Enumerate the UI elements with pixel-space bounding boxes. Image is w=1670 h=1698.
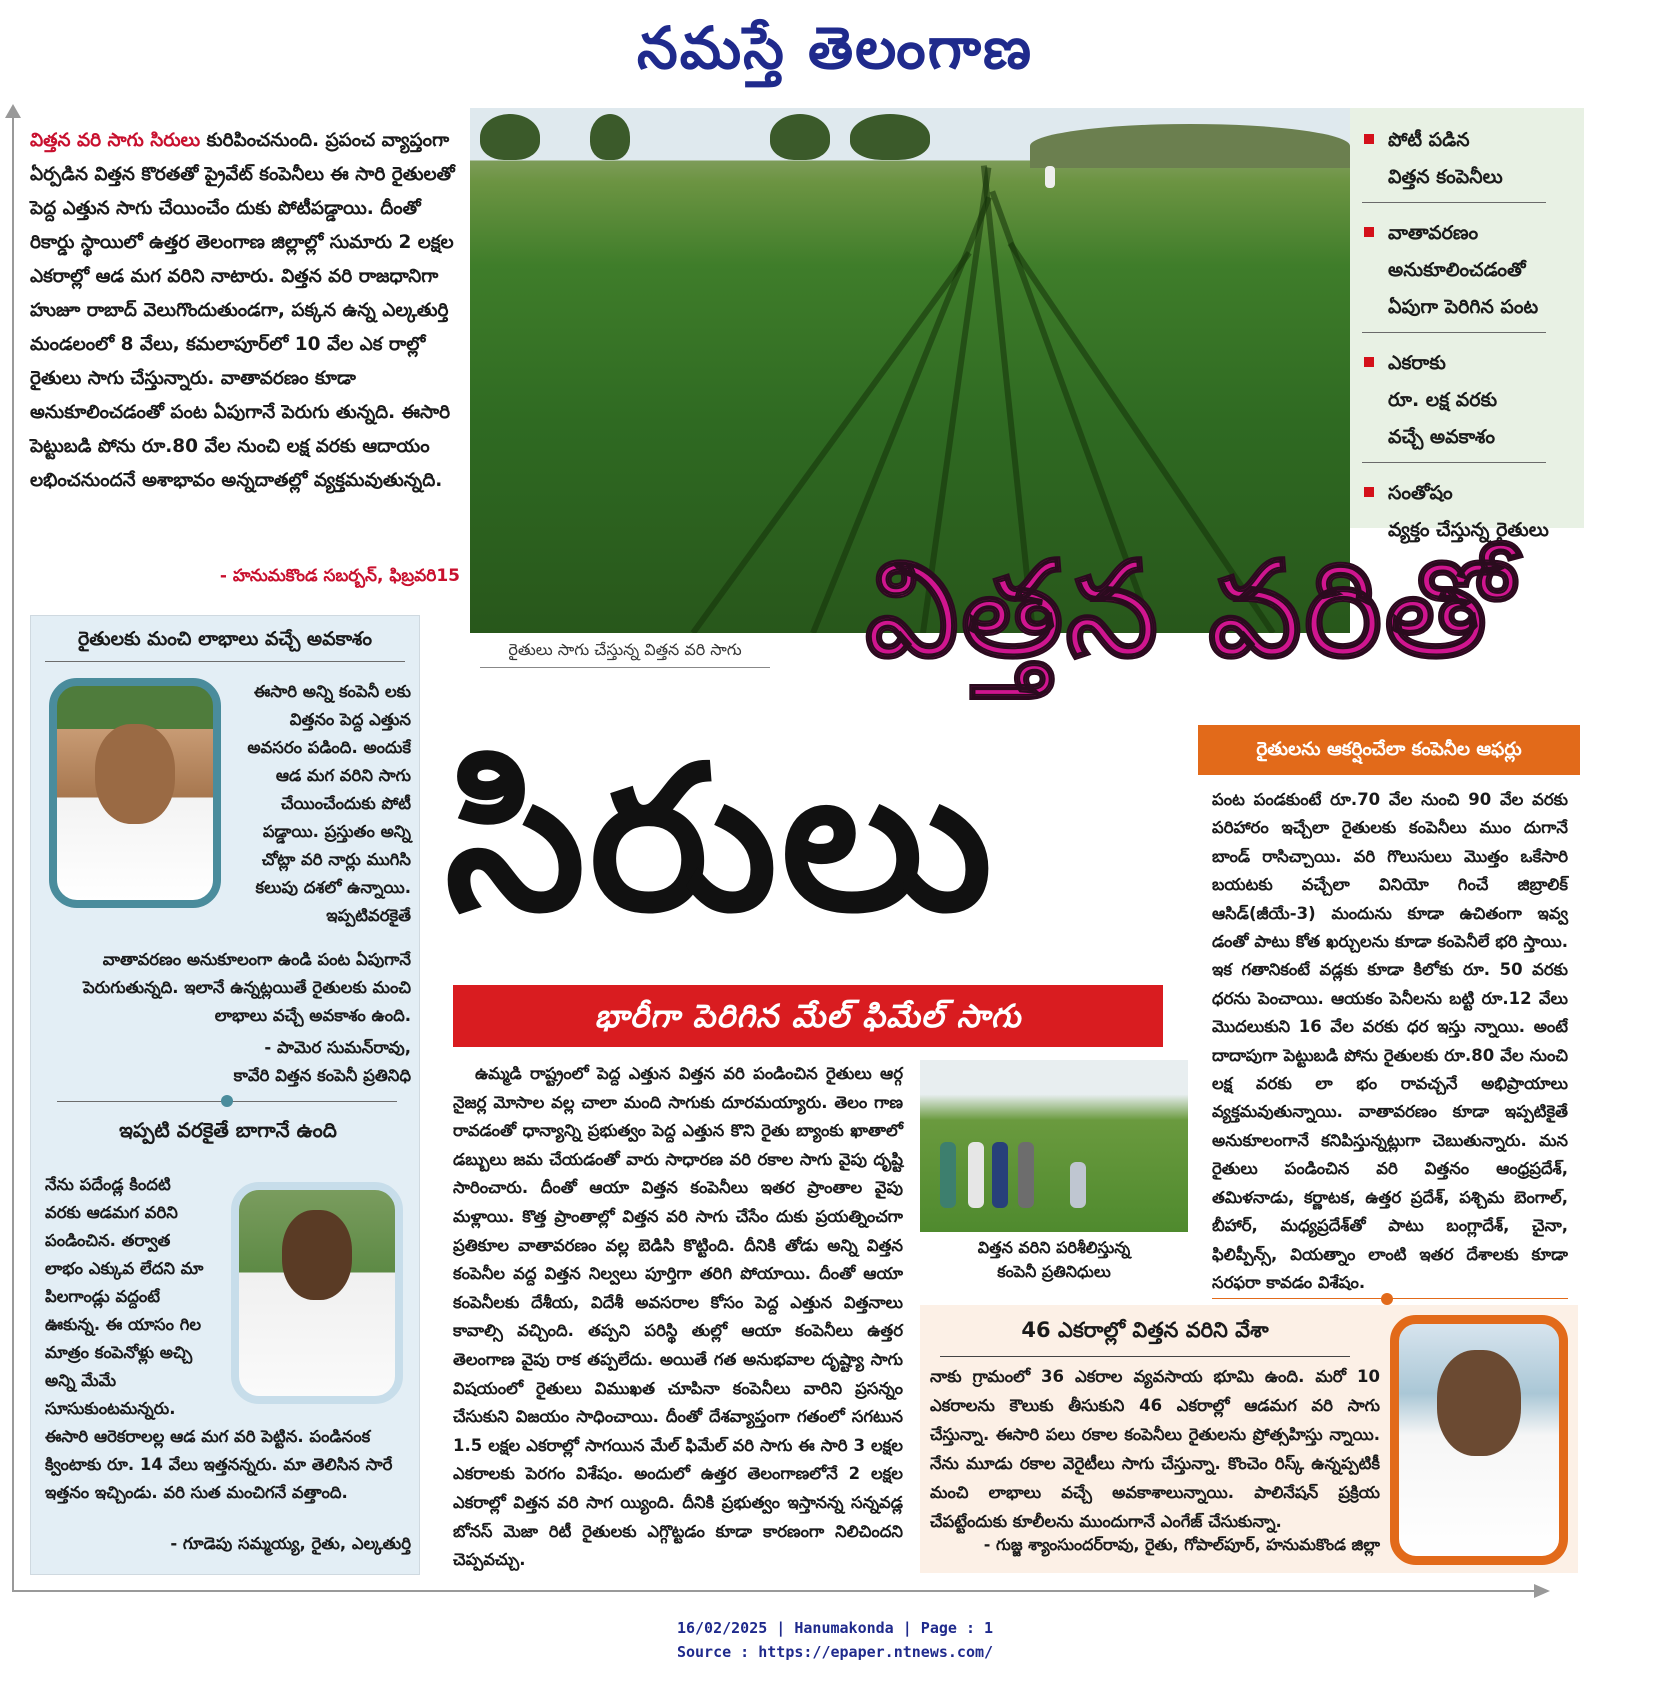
newspaper-logo: నమస్తే తెలంగాణ	[637, 14, 1033, 82]
highlight-item: ఎకరాకు రూ. లక్ష వరకు వచ్చే అవకాశం	[1362, 345, 1546, 463]
intro-paragraph	[30, 124, 460, 498]
headline-line-2: సిరులు	[445, 723, 997, 956]
avatar-suman-rao	[49, 678, 221, 908]
highlight-item: పోటీ పడిన విత్తన కంపెనీలు	[1362, 122, 1546, 203]
axis-arrow-right	[1534, 1584, 1550, 1598]
person-figure	[968, 1142, 984, 1208]
offers-title: రైతులను ఆకర్షించేలా కంపెనీల ఆఫర్లు	[1198, 725, 1580, 775]
quote2-text: నేను పదేండ్ల కిందటి వరకు ఆడమగ వరిని పండించిన. తర్వాత లాభం ఎక్కువ లేదని మా పిలగాండ్లు వద్దంటే ఊకున్న. ఈ యాసం గిల మాత్రం కంపెనోళ్లు అచ్చి అన్ని మేమే సూసుకుంటమన్నరు.	[45, 1175, 204, 1418]
inspection-photo	[920, 1060, 1188, 1232]
farmer-figure	[1045, 166, 1055, 188]
face-shape	[282, 1210, 352, 1300]
quote2-signature: - గూడెపు సమ్మయ్య, రైతు, ఎల్కతుర్తి	[170, 1534, 411, 1553]
left-border-rule	[12, 112, 14, 1592]
person-figure	[992, 1142, 1008, 1208]
bottom-border-rule	[12, 1590, 1542, 1592]
quote2-title: ఇప్పటి వరకైతే బాగానే ఉంది	[119, 1118, 337, 1142]
tree-shape	[480, 114, 540, 160]
offers-body: పంట పండకుంటే రూ.70 వేల నుంచి 90 వేల వరకు పరిహారం ఇచ్చేలా రైతులకు కంపెనీలు ముం దుగానే బాండ్ రాసిచ్చాయి. వరి గొలుసులు మొత్తం ఒకేసారి బయటకు వచ్చేలా వినియో గించే జిబ్రాలిక్ ఆసిడ్(జీయే-3) మందును కూడా ఉచితంగా ఇవ్వ డంతో పాటు కోత ఖర్చులను కూడా కంపెనీలే భరి స్తాయి. ఇక గతానికంటే వడ్లకు కూడా కిలోకు రూ. 50 వరకు ధరను పెంచాయి. ఆయకం పెనీలను బట్టి రూ.12 వేలు మొదలుకుని 16 వేల వరకు ధర ఇస్తు న్నాయి. అంటే దాదాపుగా పెట్టుబడి పోను రైతులకు రూ.80 వేల నుంచి లక్ష వరకు లా భం రావచ్చనే అభిప్రాయాలు వ్యక్తమవుతున్నాయి. వాతావరణం కూడా ఇప్పటికైతే అనుకూలంగానే కనిపిస్తున్నట్లుగా చెబుతున్నారు. మన రైతులు పండించిన వరి విత్తనం ఆంధ్రప్రదేశ్, తమిళనాడు, కర్ణాటక, ఉత్తర ప్రదేశ్, పశ్చిమ బెంగాల్, బీహార్, మధ్యప్రదేశ్‌తో పాటు బంగ్లాదేశ్, చైనా, ఫిలిప్పీన్స్, వియత్నాం లాంటి ఇతర దేశాలకు కూడా సరఫరా కావడం విశేషం.	[1212, 790, 1568, 1292]
face-shape	[1437, 1350, 1521, 1456]
highlight-item: వాతావరణం అనుకూలించడంతో ఏపుగా పెరిగిన పంట	[1362, 215, 1546, 333]
intro-lead: విత్తన వరి సాగు సిరులు	[30, 130, 201, 151]
face-shape	[95, 724, 175, 824]
tree-shape	[770, 114, 830, 160]
avatar-sammayya	[231, 1182, 403, 1404]
headline-line-1: విత్తన వరితో	[864, 533, 1516, 687]
tree-shape	[850, 114, 930, 160]
quote1-text: ఈసారి అన్ని కంపెనీ లకు విత్తనం పెద్ద ఎత్తున అవసరం పడింది. అందుకే ఆడ మగ వరిని సాగు చేయించేందుకు పోటీ పడ్డాయి. ప్రస్తుతం అన్ని చోట్లా వరి నార్లు ముగిసి కలుపు దశలో ఉన్నాయి. ఇప్పటివరకైతే	[247, 682, 411, 925]
farmer-title: 46 ఎకరాల్లో విత్తన వరిని వేశా	[940, 1318, 1350, 1357]
footer-edition: 16/02/2025 | Hanumakonda | Page : 1	[676, 1619, 994, 1637]
divider-dot	[1381, 1293, 1393, 1305]
footer-source-link[interactable]: Source : https://epaper.ntnews.com/	[676, 1643, 994, 1661]
masthead	[0, 0, 1670, 100]
person-figure	[1018, 1142, 1034, 1208]
person-figure	[1070, 1162, 1086, 1208]
quote1-signature: - పామెర సుమన్‌రావు, కావేరి విత్తన కంపెనీ ప్రతినిధి	[233, 1038, 411, 1085]
quote1-text-tail: వాతావరణం అనుకూలంగా ఉండి పంట ఏపుగానే పెరుగుతున్నది. ఇలానే ఉన్నట్లయితే రైతులకు మంచి లాభాలు వచ్చే అవకాశం ఉంది.	[83, 950, 411, 1025]
footer	[0, 1616, 1670, 1664]
quotes-panel	[30, 615, 420, 1575]
divider-dot	[221, 1095, 233, 1107]
tree-shape	[590, 114, 630, 160]
person-figure	[940, 1142, 956, 1208]
quote1-title: రైతులకు మంచి లాభాలు వచ్చే అవకాశం	[45, 628, 405, 662]
farmer-body: నాకు గ్రామంలో 36 ఎకరాల వ్యవసాయ భూమి ఉంది. మరో 10 ఎకరాలను కౌలుకు తీసుకుని 46 ఎకరాల్లో ఆడమగ వరి సాగు చేస్తున్నా. ఈసారి పలు రకాల కంపెనీలు రైతులను ప్రోత్సహిస్తు న్నాయి. నేను మూడు రకాల వెరైటీలు సాగు చేస్తున్నా. కొంచెం రిస్క్ ఉన్నప్పటికీ మంచి లాభాలు వచ్చే అవకాశాలున్నాయి. పాలినేషన్ ప్రక్రియ చేపట్టేందుకు కూలీలను ముందుగానే ఎంగేజ్ చేసుకున్నా.	[930, 1367, 1380, 1531]
hill-shape	[1030, 124, 1350, 168]
intro-text: కురిపించనుంది. ప్రపంచ వ్యాప్తంగా ఏర్పడిన విత్తన కొరతతో ప్రైవేట్ కంపెనీలు ఈ సారి రైతులతో పెద్ద ఎత్తున సాగు చేయించేం దుకు పోటీపడ్డాయి. దీంతో రికార్డు స్థాయిలో ఉత్తర తెలంగాణ జిల్లాల్లో సుమారు 2 లక్షల ఎకరాల్లో ఆడ మగ వరిని నాటారు. విత్తన వరి రాజధానిగా హుజూ రాబాద్ వెలుగొందుతుండగా, పక్కన ఉన్న ఎల్కతుర్తి మండలంలో 8 వేలు, కమలాపూర్‌లో 10 వేల ఎక రాల్లో రైతులు సాగు చేస్తున్నారు. వాతావరణం కూడా అనుకూలించడంతో పంట ఏపుగానే పెరుగు తున్నది. ఈసారి పెట్టుబడి పోను రూ.80 వేల నుంచి లక్ష వరకు ఆదాయం లభించనుందనే అశాభావం అన్నదాతల్లో వ్యక్తమవుతున్నది.	[30, 130, 455, 491]
quote2-text-tail: ఈసారి ఆరెకరాలల్ల ఆడ మగ వరి పెట్టిన. పండినంక క్వింటాకు రూ. 14 వేలు ఇత్తనన్నరు. మా తెలిసిన సారే ఇత్తనం ఇచ్చిండు. వరి సుత మంచిగనే వత్తాంది.	[45, 1427, 393, 1502]
inspection-photo-caption: విత్తన వరిని పరిశీలిస్తున్న కంపెనీ ప్రతినిధులు	[977, 1238, 1131, 1281]
subheadline-banner: భారీగా పెరిగిన మేల్ ఫిమేల్ సాగు	[453, 985, 1163, 1047]
highlight-item: సంతోషం వ్యక్తం చేస్తున్న రైతులు	[1362, 475, 1576, 549]
farmer-signature: - గుజ్జ శ్యాంసుందర్‌రావు, రైతు, గోపాల్‌పూర్, హనుమకొండ జిల్లా	[983, 1535, 1380, 1554]
dateline: - హనుమకొండ సబర్బన్, ఫిబ్రవరి15	[219, 566, 460, 586]
avatar-shyamsundar-rao	[1390, 1315, 1568, 1565]
main-photo-caption: రైతులు సాగు చేస్తున్న విత్తన వరి సాగు	[480, 640, 770, 668]
highlights-box	[1350, 108, 1584, 541]
center-story-body: ఉమ్మడి రాష్ట్రంలో పెద్ద ఎత్తున విత్తన వరి పండించిన రైతులు ఆర్గ నైజర్ల మోసాల వల్ల చాలా మంది సాగుకు దూరమయ్యారు. తెలం గాణ రావడంతో ధాన్యాన్ని ప్రభుత్వం పెద్ద ఎత్తున కొని రైతు బ్యాంకు ఖాతాలో డబ్బులు జమ చేయడంతో వారు సాధారణ వరి రకాల సాగు వైపు దృష్టి సారించారు. దీంతో ఆయా విత్తన కంపెనీలు ఇతర ప్రాంతాల వైపు మళ్లాయి. కొత్త ప్రాంతాల్లో విత్తన వరి సాగు చేసేం దుకు ప్రయత్నించగా ప్రతికూల వాతావరణం వల్ల బెడిసి కొట్టింది. దీనికి తోడు అన్ని విత్తన కంపెనీల వద్ద విత్తన నిల్వలు పూర్తిగా తరిగి పోయాయి. దీంతో ఆయా కంపెనీలకు దేశీయ, విదేశీ అవసరాల కోసం పెద్ద ఎత్తున విత్తనాలు కావాల్సి వచ్చింది. తప్పని పరిస్థి తుల్లో ఆయా కంపెనీలు ఉత్తర తెలంగాణ వైపు రాక తప్పలేదు. అయితే గత అనుభవాల దృష్ట్యా సాగు విషయంలో రైతులు విముఖత చూపినా కంపెనీలు వారిని ప్రసన్నం చేసుకుని విజయం సాధించాయి. దీంతో దేశవ్యాప్తంగా గతంలో సగటున 1.5 లక్షల ఎకరాల్లో సాగయిన మేల్ ఫిమేల్ వరి సాగు ఈ సారి 3 లక్షల ఎకరాలకు పెరగం విశేషం. అందులో ఉత్తర తెలంగాణలోనే 2 లక్షల ఎకరాల్లో విత్తన వరి సాగ య్యింది. దీనికి ప్రభుత్వం ఇస్తానన్న సన్నవడ్ల బోనస్ మెజా రిటీ రైతులకు ఎగ్గొట్టడం కూడా కారణంగా నిలిచిందని చెప్పవచ్చు.	[453, 1064, 903, 1570]
